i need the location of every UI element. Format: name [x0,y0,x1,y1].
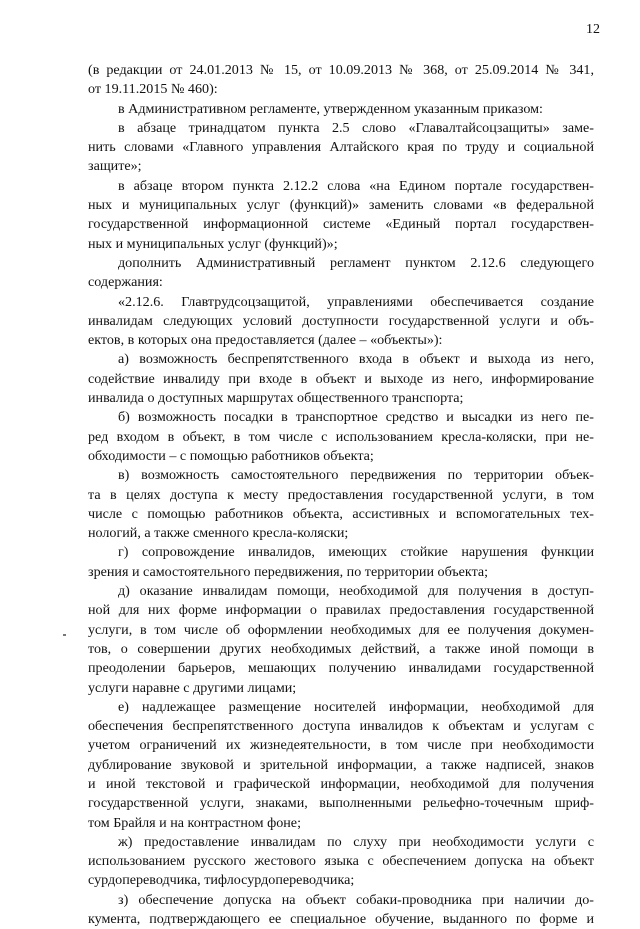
text-line: та в целях доступа к месту предоставления государственной услуги, в том [88,486,594,503]
text-line: тов, о совершении других необходимых действий, а также иной помощи в [88,640,594,657]
text-line: содержания: [88,274,163,291]
text-line: в) возможность самостоятельного передвижения по территории объек- [118,467,594,484]
text-line: в абзаце втором пункта 2.12.2 слова «на Едином портале государствен- [118,177,594,194]
text-line: ной для них форме информации о правилах предоставления государственной [88,602,594,619]
text-line: нить словами «Главного управления Алтайского края по труду и социальной [88,139,594,156]
text-line: б) возможность посадки в транспортное средство и высадки из него пе- [118,409,594,426]
text-line: использованием русского жестового языка с обеспечением допуска на объект [88,853,594,870]
text-line: инвалида о доступных маршрутах общественного транспорта; [88,390,464,407]
text-line: защите»; [88,158,142,175]
text-line: кумента, подтверждающего ее специальное обучение, выданного по форме и [88,911,594,928]
text-line: «2.12.6. Главтрудсоцзащитой, управлениями обеспечивается создание [118,293,594,310]
text-line: дополнить Административный регламент пунктом 2.12.6 следующего [118,254,594,271]
text-line: а) возможность беспрепятственного входа в объект и выхода из него, [118,351,594,368]
text-line: нологий, а также сменного кресла-коляски; [88,525,349,542]
text-line: и иной текстовой и графической информации, необходимой для получения [88,775,594,792]
body-text [88,61,594,929]
text-line: е) надлежащее размещение носителей информации, необходимой для [118,698,594,715]
scan-speck [63,634,66,636]
text-line: от 19.11.2015 № 460): [88,81,218,98]
text-line: д) оказание инвалидам помощи, необходимой для получения в доступ- [118,583,594,600]
text-line: зрения и самостоятельного передвижения, по территории объекта; [88,563,489,580]
text-line: обходимости – с помощью работников объекта; [88,447,374,464]
text-line: обеспечения беспрепятственного доступа инвалидов к объектам и услугам с [88,718,594,735]
text-line: з) обеспечение допуска на объект собаки-проводника при наличии до- [118,891,594,908]
text-line: услуги наравне с другими лицами; [88,679,297,696]
text-line: дублирование звуковой и зрительной информации, а также надписей, знаков [88,756,594,773]
text-line: сурдопереводчика, тифлосурдопереводчика; [88,872,355,889]
text-line: ж) предоставление инвалидам по слуху при необходимости услуги с [118,833,594,850]
text-line: инвалидам следующих условий доступности государственной услуги и объ- [88,312,594,329]
text-line: ных и муниципальных услуг (функций)» заменить словами «в федеральной [88,197,594,214]
text-line: государственной информационной системе «Единый портал государствен- [88,216,594,233]
text-line: г) сопровождение инвалидов, имеющих стойкие нарушения функции [118,544,594,561]
text-line: содействие инвалиду при входе в объект и выходе из него, информирование [88,370,594,387]
text-line: ных и муниципальных услуг (функций)»; [88,235,338,252]
text-line: государственной услуги, знаками, выполненными рельефно-точечным шриф- [88,795,594,812]
text-line: числе с помощью работников объекта, ассистивных и вспомогательных тех- [88,505,594,522]
text-line: том Брайля и на контрастном фоне; [88,814,301,831]
text-line: ред входом в объект, в том числе с использованием кресла-коляски, при не- [88,428,594,445]
text-line: ектов, в которых она предоставляется (далее – «объекты»): [88,332,443,349]
text-line: услуги, в том числе об оформлении необходимых для ее получения докумен- [88,621,594,638]
text-line: учетом ограничений их жизнедеятельности, в том числе при необходимости [88,737,594,754]
text-line: преодолении барьеров, мешающих получению инвалидами государственной [88,660,594,677]
text-line: (в редакции от 24.01.2013 № 15, от 10.09.2013 № 368, от 25.09.2014 № 341, [88,62,594,78]
text-line: в абзаце тринадцатом пункта 2.5 слово «Главалтайсоцзащиты» заме- [118,119,594,136]
text-line: в Административном регламенте, утвержденном указанным приказом: [118,100,543,117]
page-number: 12 [586,22,600,37]
